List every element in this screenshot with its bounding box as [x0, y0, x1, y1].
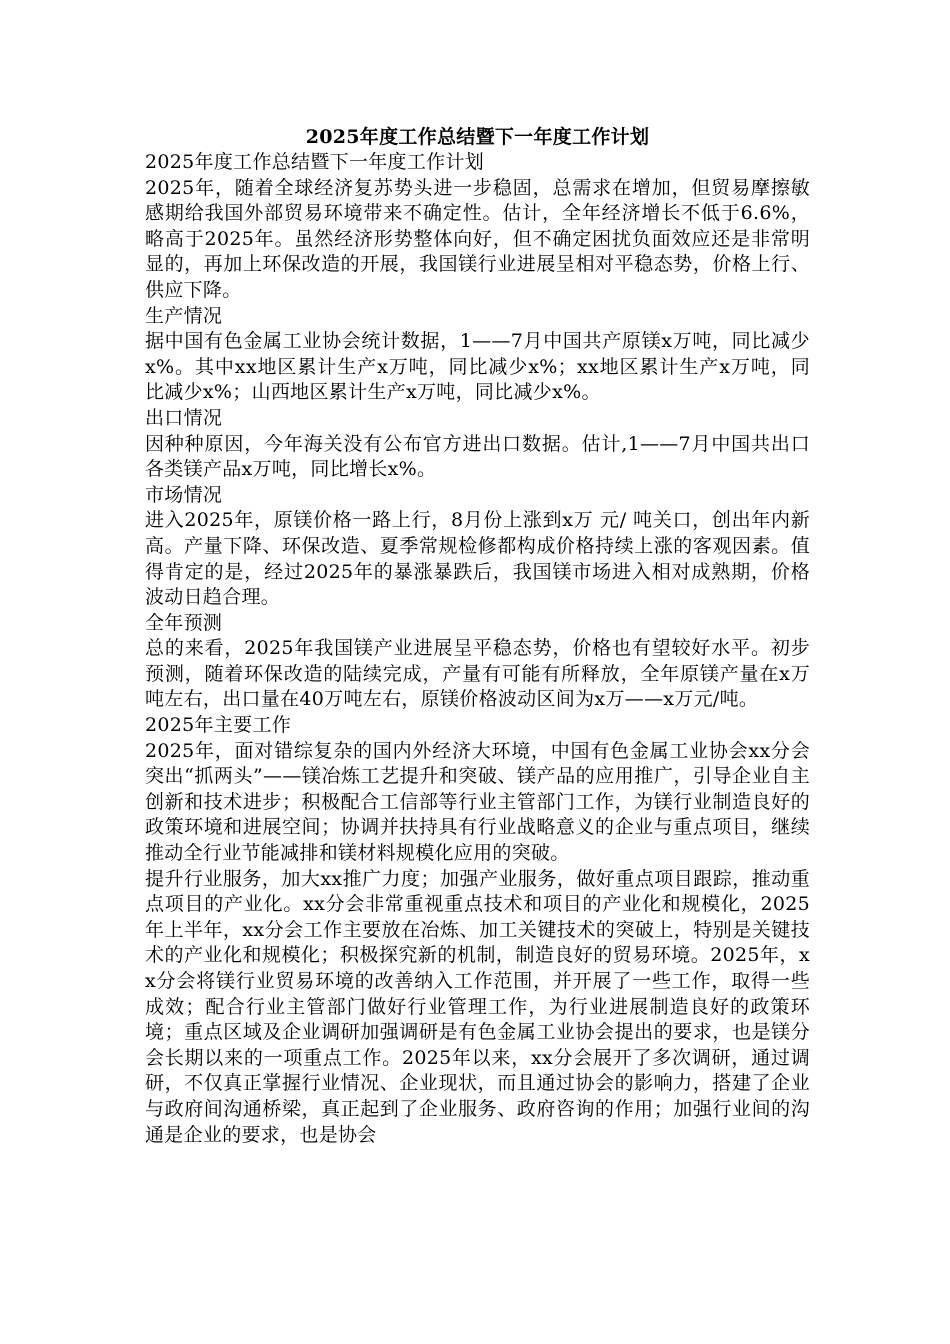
section-heading: 生产情况	[145, 304, 223, 327]
paragraph: 据中国有色金属工业协会统计数据，1——7月中国共产原镁x万吨，同比减少x%。其中xx地区累计生产x万吨，同比减少x%；xx地区累计生产x万吨，同比减少x%；山西地区累计生产x万吨，同比减少x%。	[145, 330, 810, 404]
section-heading: 全年预测	[145, 611, 223, 634]
document-page	[145, 124, 810, 1148]
section-heading: 2025年主要工作	[145, 714, 292, 737]
section-heading: 市场情况	[145, 483, 223, 506]
document-title: 2025年度工作总结暨下一年度工作计划	[305, 126, 650, 148]
paragraph: 提升行业服务，加大xx推广力度；加强产业服务，做好重点项目跟踪，推动重点项目的产业化。xx分会非常重视重点技术和项目的产业化和规模化，2025年上半年，xx分会工作主要放在冶炼、加工关键技术的突破上，特别是关键技术的产业化和规模化；积极探究新的机制，制造良好的贸易环境。2025年，xx分会将镁行业贸易环境的改善纳入工作范围，并开展了一些工作，取得一些成效；配合行业主管部门做好行业管理工作，为行业进展制造良好的政策环境；重点区域及企业调研加强调研是有色金属工业协会提出的要求，也是镁分会长期以来的一项重点工作。2025年以来，xx分会展开了多次调研，通过调研，不仅真正掌握行业情况、企业现状，而且通过协会的影响力，搭建了企业与政府间沟通桥梁，真正起到了企业服务、政府咨询的作用；加强行业间的沟通是企业的要求，也是协会	[145, 867, 810, 1146]
section-heading: 出口情况	[145, 406, 223, 429]
paragraph: 因种种原因，今年海关没有公布官方进出口数据。估计,1——7月中国共出口各类镁产品x万吨，同比增长x%。	[145, 432, 810, 481]
document-body	[145, 150, 810, 1148]
paragraph: 2025年，随着全球经济复苏势头进一步稳固，总需求在增加，但贸易摩擦敏感期给我国外部贸易环境带来不确定性。估计，全年经济增长不低于6.6%，略高于2025年。虽然经济形势整体向好，但不确定困扰负面效应还是非常明显的，再加上环保改造的开展，我国镁行业进展呈相对平稳态势，价格上行、供应下降。	[145, 176, 810, 301]
section-heading: 2025年度工作总结暨下一年度工作计划	[145, 151, 485, 173]
paragraph: 进入2025年，原镁价格一路上行，8月份上涨到x万 元/ 吨关口，创出年内新高。产量下降、环保改造、夏季常规检修都构成价格持续上涨的客观因素。值得肯定的是，经过2025年的暴涨暴跌后，我国镁市场进入相对成熟期，价格波动日趋合理。	[145, 509, 810, 609]
paragraph: 总的来看，2025年我国镁产业进展呈平稳态势，价格也有望较好水平。初步预测，随着环保改造的陆续完成，产量有可能有所释放，全年原镁产量在x万吨左右，出口量在40万吨左右，原镁价格波动区间为x万——x万元/吨。	[145, 637, 810, 711]
paragraph: 2025年，面对错综复杂的国内外经济大环境，中国有色金属工业协会xx分会突出“抓两头”——镁冶炼工艺提升和突破、镁产品的应用推广，引导企业自主创新和技术进步；积极配合工信部等行业主管部门工作，为镁行业制造良好的政策环境和进展空间；协调并扶持具有行业战略意义的企业与重点项目，继续推动全行业节能减排和镁材料规模化应用的突破。	[145, 739, 810, 865]
